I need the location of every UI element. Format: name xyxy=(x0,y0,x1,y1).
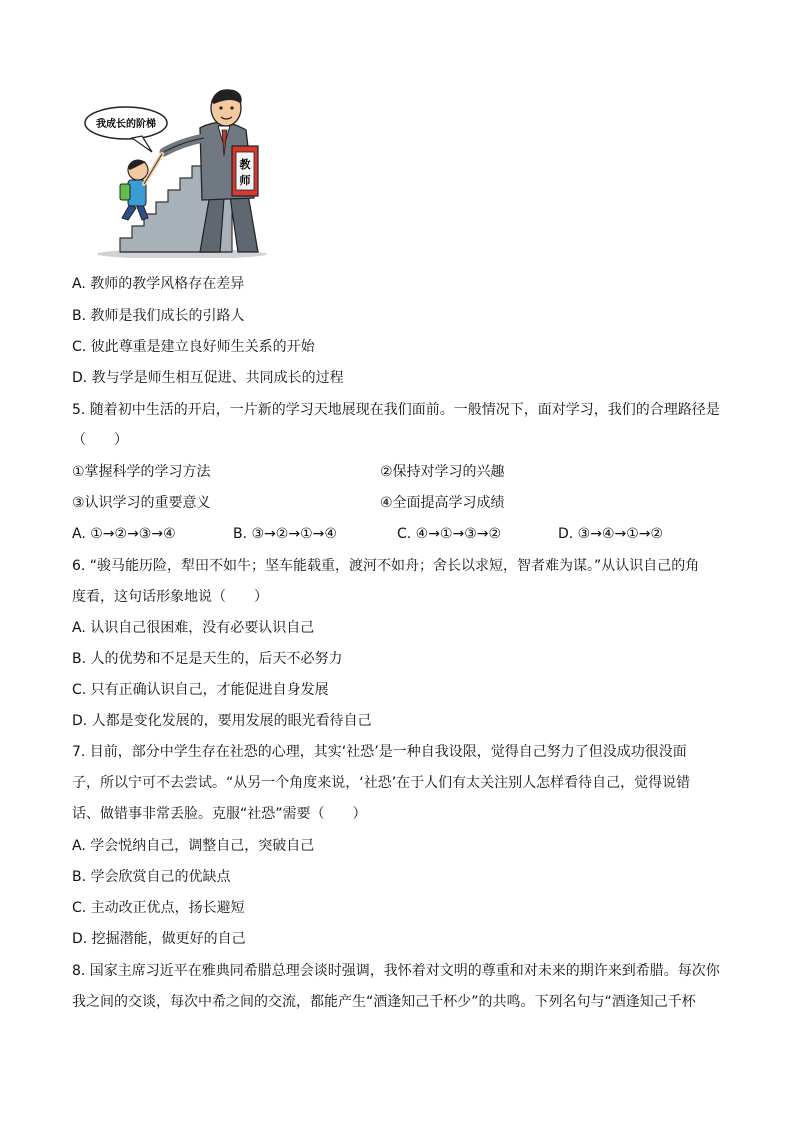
q5-stem-line1: 5. 随着初中生活的开启，一片新的学习天地展现在我们面前。一般情况下，面对学习，我们的合理路径是 xyxy=(72,402,720,418)
q7-option-a: A. 学会悦纳自己，调整自己，突破自己 xyxy=(72,838,315,854)
q5-option-d: D. ③→④→①→② xyxy=(558,526,664,542)
q7-option-b: B. 学会欣赏自己的优缺点 xyxy=(72,869,231,885)
q6-option-b: B. 人的优势和不足是天生的，后天不必努力 xyxy=(72,651,343,667)
q5-item-3: ③认识学习的重要意义 xyxy=(72,495,211,511)
q8-stem-line1: 8. 国家主席习近平在雅典同希腊总理会谈时强调，我怀着对文明的尊重和对未来的期许来到希腊。每次你 xyxy=(72,963,720,979)
q6-stem-line1: 6. “骏马能历险，犁田不如牛；坚车能载重，渡河不如舟；舍长以求短，智者难为谋。”从认识自己的角 xyxy=(72,558,700,574)
q6-option-c: C. 只有正确认识自己，才能促进自身发展 xyxy=(72,682,329,698)
badge-text-2: 师 xyxy=(239,174,251,187)
q4-option-a: A. 教师的教学风格存在差异 xyxy=(72,276,245,292)
speech-bubble-text: 我成长的阶梯 xyxy=(96,119,156,130)
q7-stem-line2: 子，所以宁可不去尝试。“从另一个角度来说，‘社恐’在于人们有太关注别人怎样看待自己，觉得说错 xyxy=(72,775,691,791)
q8-stem-line2: 我之间的交谈，每次中希之间的交流，都能产生“酒逢知己千杯少”的共鸣。下列名句与“酒逢知己千杯 xyxy=(72,994,696,1010)
q6-option-a: A. 认识自己很困难，没有必要认识自己 xyxy=(72,620,315,636)
q4-option-b: B. 教师是我们成长的引路人 xyxy=(72,308,245,324)
q6-stem-line2: 度看，这句话形象地说（ ） xyxy=(72,589,268,605)
q4-option-c: C. 彼此尊重是建立良好师生关系的开始 xyxy=(72,339,315,355)
q7-option-c: C. 主动改正优点，扬长避短 xyxy=(72,900,245,916)
q5-item-2: ②保持对学习的兴趣 xyxy=(380,464,505,480)
q6-option-d: D. 人都是变化发展的，要用发展的眼光看待自己 xyxy=(72,713,372,729)
q5-stem-line2: （ ） xyxy=(72,432,128,448)
q7-option-d: D. 挖掘潜能，做更好的自己 xyxy=(72,931,246,947)
q5-item-1: ①掌握科学的学习方法 xyxy=(72,464,211,480)
q7-stem-line1: 7. 目前，部分中学生存在社恐的心理，其实‘社恐’是一种自我设限，觉得自己努力了但没成功很没面 xyxy=(72,744,687,760)
teacher-stairs-illustration xyxy=(82,86,278,258)
q5-option-c: C. ④→①→③→② xyxy=(397,526,502,542)
q5-item-4: ④全面提高学习成绩 xyxy=(380,495,505,511)
q5-option-b: B. ③→②→①→④ xyxy=(233,526,337,542)
q4-option-d: D. 教与学是师生相互促进、共同成长的过程 xyxy=(72,370,344,386)
q7-stem-line3: 话、做错事非常丢脸。克服“社恐”需要（ ） xyxy=(72,806,367,822)
q5-option-a: A. ①→②→③→④ xyxy=(72,526,176,542)
badge-text-1: 教 xyxy=(239,158,251,171)
